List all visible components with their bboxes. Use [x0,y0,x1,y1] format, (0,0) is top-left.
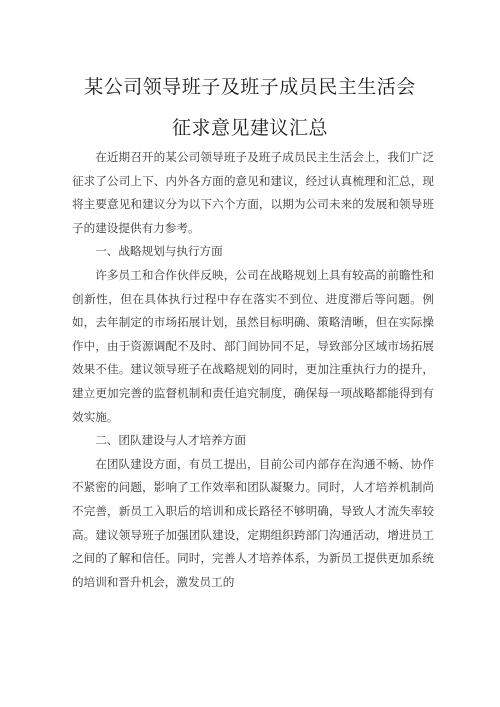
section-1-paragraph: 许多员工和合作伙伴反映，公司在战略规划上具有较高的前瞻性和创新性，但在具体执行过程中存在落实不到位、进度滞后等问题。例如，去年制定的市场拓展计划，虽然目标明确、策略清晰，但在实际操作中，由于资源调配不及时、部门间协同不足，导致部分区域市场拓展效果不佳。建议领导班子在战略规划的同时，更加注重执行力的提升，建立更加完善的监督机制和责任追究制度，确保每一项战略都能得到有效实施。 [72,267,434,424]
document-title-line-1: 某公司领导班子及班子成员民主生活会 [84,76,416,98]
section-1-heading: 一、战略规划与执行方面 [95,244,223,259]
document-body [72,146,434,594]
intro-paragraph: 在近期召开的某公司领导班子及班子成员民主生活会上，我们广泛征求了公司上下、内外各方面的意见和建议，经过认真梳理和汇总，现将主要意见和建议分为以下六个方面，以期为公司未来的发展和领导班子的建设提供有力参考。 [72,150,434,235]
section-2-paragraph: 在团队建设方面，有员工提出，目前公司内部存在沟通不畅、协作不紧密的问题，影响了工作效率和团队凝聚力。同时，人才培养机制尚不完善，新员工入职后的培训和成长路径不够明确，导致人才流失率较高。建议领导班子加强团队建设，定期组织跨部门沟通活动，增进员工之间的了解和信任。同时，完善人才培养体系，为新员工提供更加系统的培训和晋升机会，激发员工的 [72,456,434,589]
document-title-line-2: 征求意见建议汇总 [171,117,328,139]
section-2-heading: 二、团队建设与人才培养方面 [95,433,246,448]
